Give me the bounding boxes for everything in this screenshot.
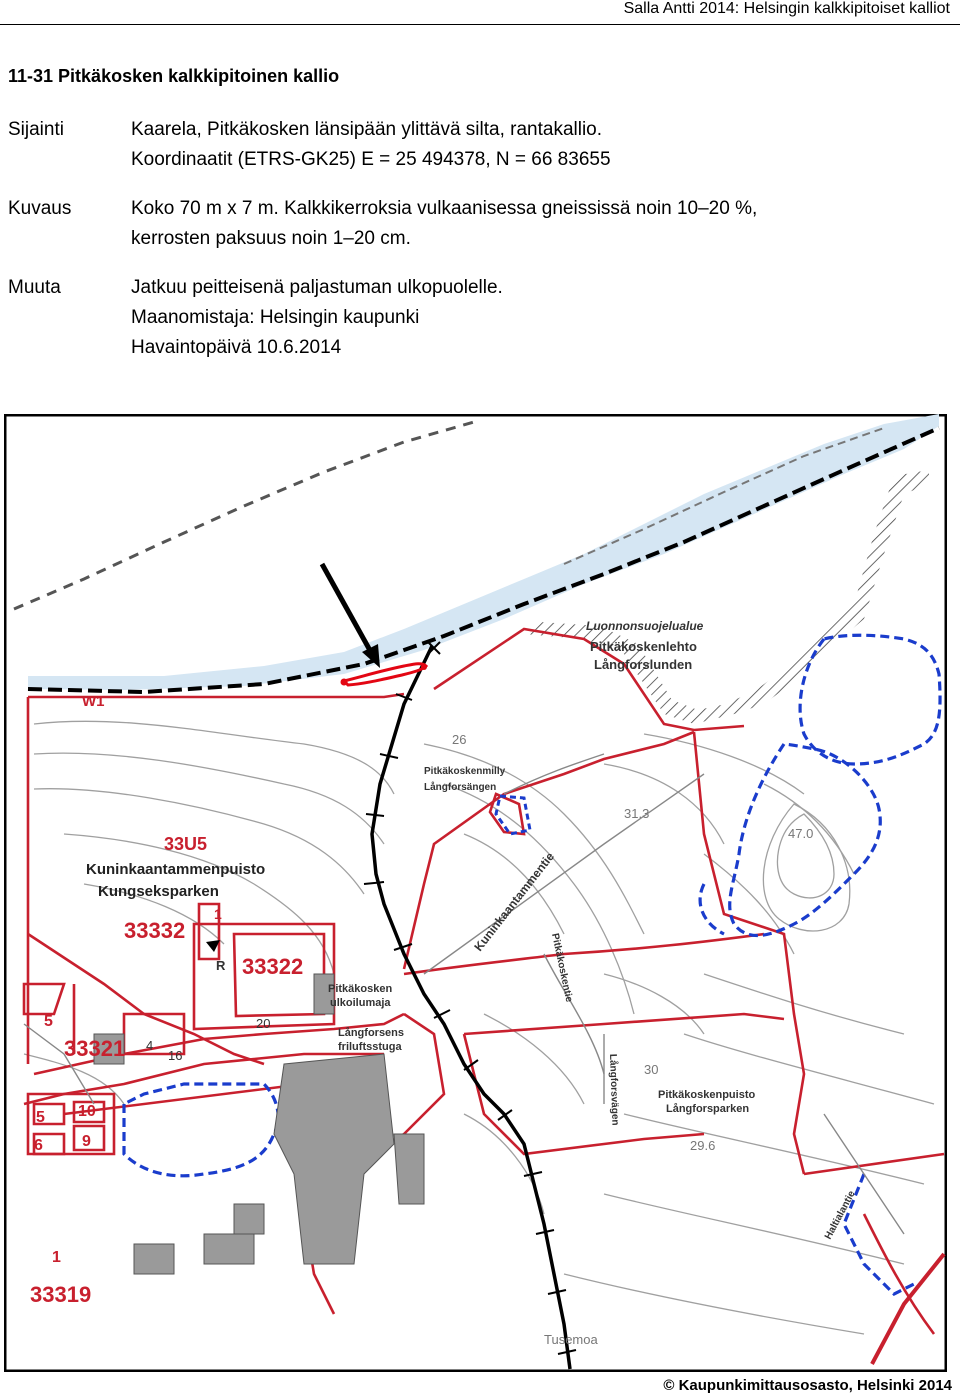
map-copyright: © Kaupunkimittausosasto, Helsinki 2014 — [663, 1377, 952, 1394]
label-langforslunden: Långforslunden — [594, 657, 693, 672]
label-r: R — [216, 958, 226, 973]
label-5: 5 — [44, 1013, 53, 1030]
label-tusemoa: Tusemoa — [544, 1332, 598, 1347]
label-9: 9 — [82, 1133, 91, 1150]
label-6: 6 — [34, 1137, 43, 1154]
label-langforsangen: Långforsängen — [424, 782, 497, 793]
label-kuninkaantammentie: Kuninkaantammentie — [471, 849, 558, 954]
other-line-1: Jatkuu peitteisenä paljastuman ulkopuolelle. — [131, 277, 503, 298]
label-pitkakoskenpuisto: Pitkäkoskenpuisto — [658, 1089, 756, 1101]
site-highlight-endpoint — [341, 679, 348, 686]
elev-47-0: 47.0 — [788, 826, 814, 841]
map-svg[interactable] — [4, 414, 947, 1372]
label-langforsparken: Långforsparken — [666, 1103, 750, 1115]
site-title: 11-31 Pitkäkosken kalkkipitoinen kallio — [8, 66, 340, 86]
label-33322: 33322 — [242, 954, 304, 979]
label-pitkakoskentie: Pitkäkoskentie — [549, 932, 575, 1004]
label-luonnonsuojelualue: Luonnonsuojelualue — [586, 619, 704, 633]
label-33u5: 33U5 — [164, 834, 208, 854]
elev-4: 4 — [146, 1038, 154, 1053]
elev-29-6: 29.6 — [690, 1138, 716, 1153]
site-map[interactable] — [4, 414, 947, 1372]
label-friluftsstuga-1: Långforsens — [338, 1027, 405, 1039]
elev-26: 26 — [452, 732, 467, 747]
label-33321: 33321 — [64, 1036, 126, 1061]
label-33332: 33332 — [124, 918, 186, 943]
label-10: 10 — [78, 1103, 96, 1120]
location-label: Sijainti — [8, 119, 64, 140]
site-highlight-endpoint-east — [421, 664, 427, 670]
label-kungseksparken: Kungseksparken — [98, 883, 219, 900]
running-header: Salla Antti 2014: Helsingin kalkkipitoiset kalliot — [623, 0, 950, 17]
location-line-1: Kaarela, Pitkäkosken länsipään ylittävä silta, rantakallio. — [131, 119, 603, 140]
elev-20: 20 — [256, 1016, 271, 1031]
label-1b: 1 — [214, 906, 222, 922]
label-pitkakosken-silta: Pitkäkoskenmilly — [424, 766, 506, 777]
other-label: Muuta — [8, 277, 61, 298]
description-line-1: Koko 70 m x 7 m. Kalkkikerroksia vulkaanisessa gneississä noin 10–20 %, — [131, 198, 758, 219]
label-1a: 1 — [52, 1249, 61, 1266]
description-label: Kuvaus — [8, 198, 72, 219]
label-friluftsstuga-2: friluftsstuga — [338, 1041, 402, 1053]
description-line-2: kerrosten paksuus noin 1–20 cm. — [131, 228, 411, 249]
other-line-2: Maanomistaja: Helsingin kaupunki — [131, 307, 420, 328]
label-33319: 33319 — [30, 1282, 92, 1307]
label-kuninkaantammenpuisto: Kuninkaantammenpuisto — [86, 861, 266, 878]
label-langforsvagen: Långforsvägen — [607, 1053, 621, 1126]
label-ulkoilumaja-1: Pitkäkosken — [328, 983, 393, 995]
elev-30: 30 — [644, 1062, 659, 1077]
location-line-2: Koordinaatit (ETRS-GK25) E = 25 494378, N = 66 83655 — [131, 149, 611, 170]
label-w1: W1 — [82, 693, 105, 710]
label-haltialantie: Haltialantie — [822, 1189, 858, 1242]
header-rule — [0, 24, 960, 25]
label-pitkakoskenlehto: Pitkäkoskenlehto — [590, 639, 697, 654]
elev-16: 16 — [168, 1048, 183, 1063]
elev-31-3: 31.3 — [624, 806, 650, 821]
other-line-3: Havaintopäivä 10.6.2014 — [131, 337, 342, 358]
label-ulkoilumaja-2: ulkoilumaja — [330, 997, 391, 1009]
label-k5b: 5 — [36, 1109, 45, 1126]
